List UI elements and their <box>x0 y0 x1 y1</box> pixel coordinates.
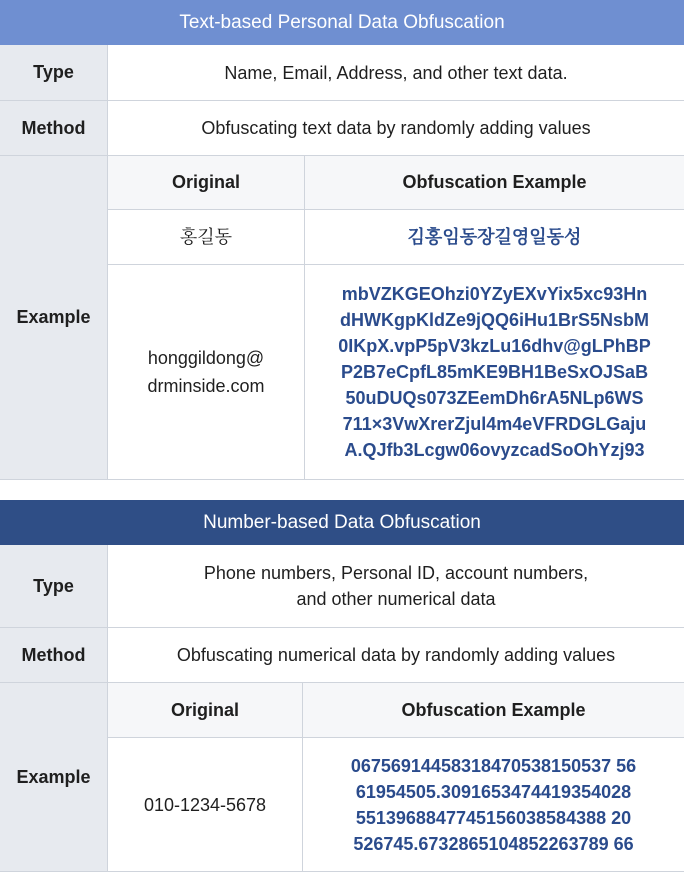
original-phone-cell: 010-1234-5678 <box>108 738 302 872</box>
obfuscated-email-line: dHWKgpKldZe9jQQ6iHu1BrS5NsbM <box>339 310 650 330</box>
type-value-line-1: Phone numbers, Personal ID, account numbers, <box>203 563 589 583</box>
type-value-line-2: and other numerical data <box>296 589 496 609</box>
obfuscated-name-value: 김홍임동장길영일동성 <box>407 227 582 247</box>
type-label: Type <box>0 45 108 101</box>
method-value: Obfuscating text data by randomly adding values <box>108 101 684 156</box>
obfuscated-phone-line: 06756914458318470538150537 56 <box>350 755 637 776</box>
method-value: Obfuscating numerical data by randomly adding values <box>108 628 684 683</box>
obfuscated-email-line: A.QJfb3Lcgw06ovyzcadSoOhYzj93 <box>344 440 645 460</box>
obfuscated-email-line: 711×3VwXrerZjul4m4eVFRDGLGaju <box>342 414 647 434</box>
col-obfuscation-header: Obfuscation Example <box>302 683 684 738</box>
type-value <box>108 545 684 628</box>
method-label: Method <box>0 101 108 156</box>
obfuscated-name-cell <box>304 210 684 265</box>
original-name-cell: 홍길동 <box>108 210 304 265</box>
col-original-header: Original <box>108 683 302 738</box>
obfuscated-phone-line: 5513968847745156038584388 20 <box>355 807 632 828</box>
number-section-title: Number-based Data Obfuscation <box>0 500 684 545</box>
col-original-header: Original <box>108 156 304 210</box>
obfuscated-email-line: P2B7eCpfL85mKE9BH1BeSxOJSaB <box>340 362 649 382</box>
number-obfuscation-section <box>0 500 684 872</box>
obfuscated-phone-line: 526745.6732865104852263789 66 <box>353 833 634 854</box>
obfuscated-email-line: 50uDUQs073ZEemDh6rA5NLp6WS <box>345 388 644 408</box>
example-label: Example <box>0 683 108 872</box>
obfuscated-phone-line: 61954505.3091653474419354028 <box>355 781 632 802</box>
col-obfuscation-header: Obfuscation Example <box>304 156 684 210</box>
obfuscated-email-line: mbVZKGEOhzi0YZyEXvYix5xc93Hn <box>341 284 648 304</box>
original-email-line-2: drminside.com <box>147 376 265 396</box>
obfuscated-email-line: 0IKpX.vpP5pV3kzLu16dhv@gLPhBP <box>338 336 651 356</box>
example-label: Example <box>0 156 108 480</box>
original-email-line-1: honggildong@ <box>147 348 265 368</box>
original-email-cell <box>108 265 304 480</box>
type-label: Type <box>0 545 108 628</box>
obfuscated-phone-cell <box>302 738 684 872</box>
method-label: Method <box>0 628 108 683</box>
obfuscated-email-cell <box>304 265 684 480</box>
text-section-title: Text-based Personal Data Obfuscation <box>0 0 684 45</box>
type-value: Name, Email, Address, and other text data. <box>108 45 684 101</box>
